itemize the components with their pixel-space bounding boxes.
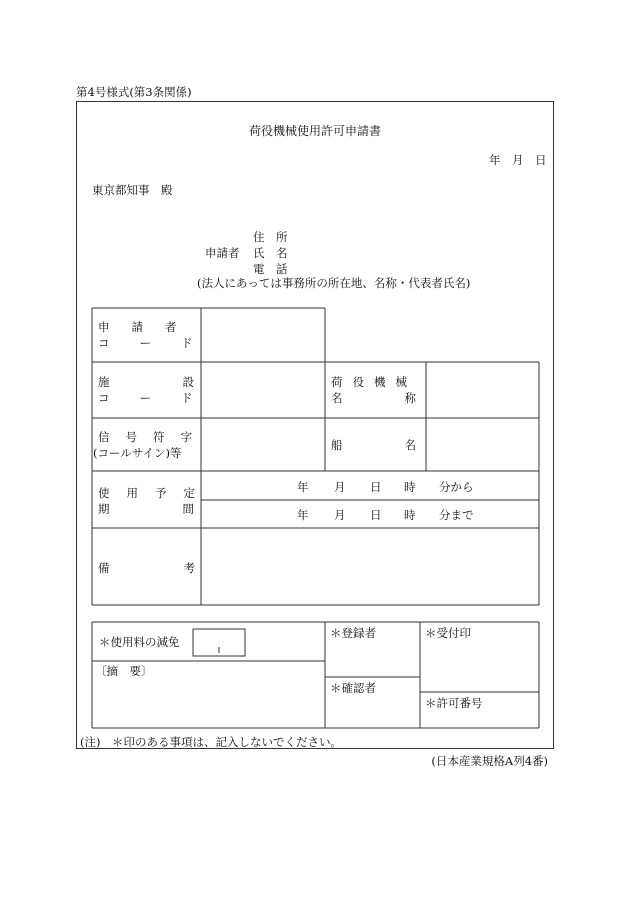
cell-text: 期間: [98, 502, 267, 516]
cell-text: 名称: [331, 391, 478, 405]
applicant-address-label: 住 所: [253, 230, 288, 244]
call-sign-label-2: (コールサイン)等: [93, 446, 182, 460]
usage-period-label-1: [98, 485, 212, 501]
confirmer-label: ＊確認者: [330, 681, 376, 695]
ship-name-input[interactable]: [427, 419, 538, 470]
cell-text: 備考: [98, 561, 269, 575]
cell-text: 申請者: [98, 320, 199, 334]
call-sign-label-1: [98, 429, 208, 445]
period-from-day: 日: [370, 480, 382, 494]
period-to-day: 日: [370, 508, 382, 522]
machine-name-label-1: [331, 374, 417, 390]
fee-reduction-label: ＊使用料の減免: [99, 635, 180, 649]
facility-code-input[interactable]: [202, 363, 324, 417]
paper-spec: (日本産業規格A列4番): [431, 754, 548, 768]
cell-text: コード: [98, 336, 223, 350]
period-from-hour: 時: [404, 480, 416, 494]
applicant-code-input[interactable]: [202, 309, 324, 361]
call-sign-input[interactable]: [202, 419, 324, 470]
form-id: 第4号様式(第3条関係): [76, 85, 192, 99]
registrar-label: ＊登録者: [330, 626, 376, 640]
applicant-label: 申請者: [205, 246, 240, 260]
fee-reduction-box[interactable]: [194, 630, 244, 655]
period-from-month: 月: [334, 480, 346, 494]
period-to-input[interactable]: [202, 501, 538, 527]
period-to-minute: 分まで: [439, 508, 474, 522]
facility-code-label-1: [98, 374, 267, 390]
addressee: 東京都知事 殿: [92, 183, 173, 197]
applicant-code-label-1: [98, 319, 199, 335]
applicant-note: (法人にあっては事務所の所在地、名称・代表者氏名): [197, 276, 471, 290]
period-from-year: 年: [297, 480, 309, 494]
period-from-minute: 分から: [439, 480, 474, 494]
applicant-name-label: 氏 名: [253, 246, 288, 260]
footnote: (注) ＊印のある事項は、記入しないでください。: [80, 735, 342, 749]
date-line[interactable]: 年 月 日: [489, 153, 547, 167]
remarks-input[interactable]: [202, 529, 538, 604]
reception-stamp-label: ＊受付印: [425, 626, 471, 640]
cell-text: 使用予定: [98, 486, 212, 500]
permit-number-label: ＊許可番号: [425, 696, 483, 710]
period-to-hour: 時: [404, 508, 416, 522]
cell-text: 信号符字: [98, 430, 208, 444]
machine-name-input[interactable]: [427, 363, 538, 417]
period-from-input[interactable]: [202, 472, 538, 499]
cell-text: 荷役機械: [331, 375, 417, 389]
cell-text: 船名: [331, 438, 478, 452]
form-title: 荷役機械使用許可申請書: [248, 124, 381, 138]
applicant-phone-label: 電 話: [253, 262, 288, 276]
cell-text: コード: [98, 391, 223, 405]
summary-label: 〔摘 要〕: [95, 664, 153, 678]
cell-text: 施設: [98, 375, 267, 389]
period-to-month: 月: [334, 508, 346, 522]
period-to-year: 年: [297, 508, 309, 522]
applicant-code-label-2: [98, 335, 223, 351]
